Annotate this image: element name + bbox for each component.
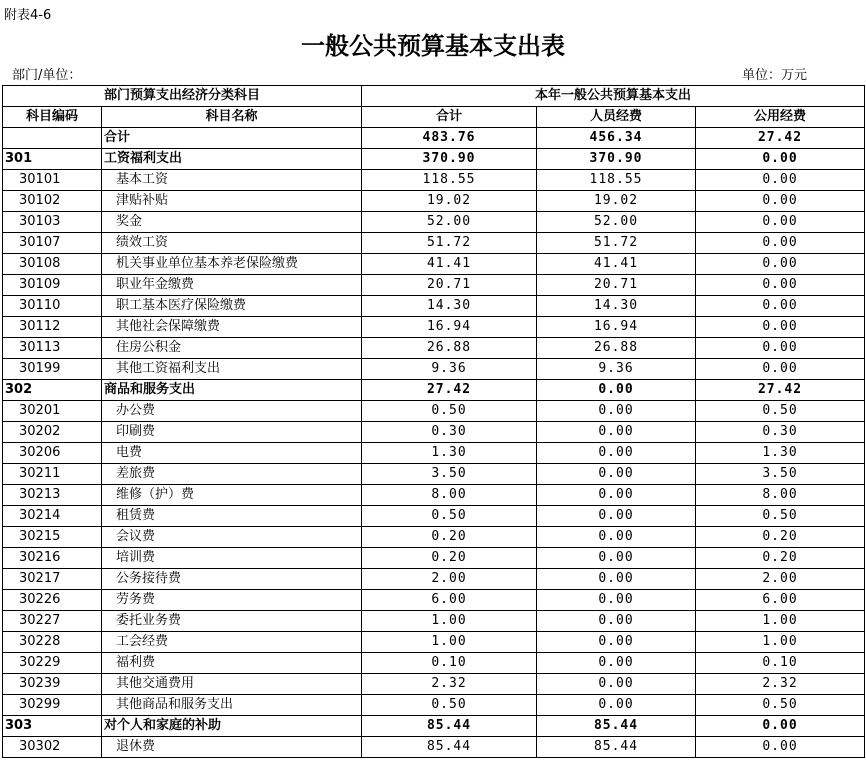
row-code-cell: 303 (3, 716, 102, 737)
row-public-cell: 3.50 (696, 464, 865, 485)
table-row (3, 464, 865, 485)
row-public-cell: 0.50 (696, 401, 865, 422)
total-personnel-cell: 456.34 (537, 128, 696, 149)
row-name-cell: 福利费 (102, 653, 362, 674)
row-total-cell: 2.00 (362, 569, 537, 590)
row-personnel-cell: 20.71 (537, 275, 696, 296)
table-row (3, 506, 865, 527)
row-public-cell: 2.32 (696, 674, 865, 695)
table-row (3, 254, 865, 275)
expenditure-table (2, 85, 865, 758)
row-total-cell: 0.30 (362, 422, 537, 443)
row-code-cell: 30227 (3, 611, 102, 632)
row-public-cell: 0.00 (696, 338, 865, 359)
table-row (3, 737, 865, 758)
row-code-cell: 30239 (3, 674, 102, 695)
row-total-cell: 52.00 (362, 212, 537, 233)
row-public-cell: 6.00 (696, 590, 865, 611)
row-total-cell: 0.50 (362, 506, 537, 527)
row-public-cell: 0.00 (696, 716, 865, 737)
row-personnel-cell: 0.00 (537, 653, 696, 674)
row-name-cell: 住房公积金 (102, 338, 362, 359)
header-personnel: 人员经费 (537, 107, 696, 128)
row-total-cell: 0.50 (362, 695, 537, 716)
row-total-cell: 9.36 (362, 359, 537, 380)
row-code-cell: 30110 (3, 296, 102, 317)
row-public-cell: 0.00 (696, 296, 865, 317)
row-name-cell: 其他社会保障缴费 (102, 317, 362, 338)
row-code-cell: 30229 (3, 653, 102, 674)
attachment-label: 附表4-6 (4, 8, 52, 23)
row-personnel-cell: 0.00 (537, 569, 696, 590)
row-public-cell: 0.20 (696, 548, 865, 569)
row-total-cell: 51.72 (362, 233, 537, 254)
total-code-cell (3, 128, 102, 149)
row-personnel-cell: 0.00 (537, 380, 696, 401)
row-public-cell: 1.00 (696, 632, 865, 653)
row-name-cell: 机关事业单位基本养老保险缴费 (102, 254, 362, 275)
dept-label: 部门/单位： (12, 68, 82, 83)
table-row (3, 233, 865, 254)
row-personnel-cell: 0.00 (537, 590, 696, 611)
row-code-cell: 30113 (3, 338, 102, 359)
table-row (3, 422, 865, 443)
table-row (3, 716, 865, 737)
row-personnel-cell: 0.00 (537, 506, 696, 527)
row-personnel-cell: 14.30 (537, 296, 696, 317)
table-row (3, 590, 865, 611)
row-public-cell: 0.00 (696, 275, 865, 296)
header-name: 科目名称 (102, 107, 362, 128)
row-name-cell: 电费 (102, 443, 362, 464)
row-code-cell: 30201 (3, 401, 102, 422)
row-total-cell: 0.50 (362, 401, 537, 422)
table-row (3, 695, 865, 716)
row-code-cell: 30102 (3, 191, 102, 212)
row-public-cell: 8.00 (696, 485, 865, 506)
row-public-cell: 0.00 (696, 170, 865, 191)
row-code-cell: 30108 (3, 254, 102, 275)
table-row (3, 170, 865, 191)
table-row (3, 359, 865, 380)
row-name-cell: 绩效工资 (102, 233, 362, 254)
total-public-cell: 27.42 (696, 128, 865, 149)
row-public-cell: 0.00 (696, 254, 865, 275)
unit-label: 单位：万元 (742, 68, 808, 83)
table-row (3, 611, 865, 632)
row-code-cell: 30112 (3, 317, 102, 338)
table-row (3, 548, 865, 569)
row-personnel-cell: 26.88 (537, 338, 696, 359)
row-total-cell: 2.32 (362, 674, 537, 695)
row-name-cell: 工会经费 (102, 632, 362, 653)
row-name-cell: 对个人和家庭的补助 (102, 716, 362, 737)
row-personnel-cell: 16.94 (537, 317, 696, 338)
row-total-cell: 41.41 (362, 254, 537, 275)
row-personnel-cell: 19.02 (537, 191, 696, 212)
row-name-cell: 基本工资 (102, 170, 362, 191)
row-name-cell: 工资福利支出 (102, 149, 362, 170)
row-code-cell: 30206 (3, 443, 102, 464)
row-name-cell: 委托业务费 (102, 611, 362, 632)
row-code-cell: 302 (3, 380, 102, 401)
row-code-cell: 30228 (3, 632, 102, 653)
table-row (3, 527, 865, 548)
row-name-cell: 差旅费 (102, 464, 362, 485)
row-personnel-cell: 52.00 (537, 212, 696, 233)
table-row (3, 653, 865, 674)
row-personnel-cell: 370.90 (537, 149, 696, 170)
row-personnel-cell: 51.72 (537, 233, 696, 254)
row-personnel-cell: 0.00 (537, 422, 696, 443)
row-code-cell: 30199 (3, 359, 102, 380)
table-row (3, 296, 865, 317)
row-total-cell: 118.55 (362, 170, 537, 191)
row-name-cell: 职工基本医疗保险缴费 (102, 296, 362, 317)
row-total-cell: 16.94 (362, 317, 537, 338)
row-personnel-cell: 0.00 (537, 548, 696, 569)
table-row (3, 443, 865, 464)
row-name-cell: 会议费 (102, 527, 362, 548)
row-total-cell: 27.42 (362, 380, 537, 401)
row-total-cell: 14.30 (362, 296, 537, 317)
row-name-cell: 印刷费 (102, 422, 362, 443)
header-code: 科目编码 (3, 107, 102, 128)
row-total-cell: 370.90 (362, 149, 537, 170)
row-code-cell: 30202 (3, 422, 102, 443)
row-total-cell: 19.02 (362, 191, 537, 212)
row-code-cell: 30214 (3, 506, 102, 527)
row-public-cell: 0.50 (696, 506, 865, 527)
table-row (3, 317, 865, 338)
header-group-right: 本年一般公共预算基本支出 (362, 86, 865, 107)
row-personnel-cell: 85.44 (537, 737, 696, 758)
row-code-cell: 30215 (3, 527, 102, 548)
row-total-cell: 6.00 (362, 590, 537, 611)
header-public: 公用经费 (696, 107, 865, 128)
table-row (3, 380, 865, 401)
row-personnel-cell: 85.44 (537, 716, 696, 737)
row-public-cell: 0.00 (696, 317, 865, 338)
row-public-cell: 0.00 (696, 737, 865, 758)
row-public-cell: 0.50 (696, 695, 865, 716)
row-total-cell: 85.44 (362, 716, 537, 737)
row-code-cell: 30109 (3, 275, 102, 296)
row-name-cell: 培训费 (102, 548, 362, 569)
row-personnel-cell: 0.00 (537, 695, 696, 716)
row-personnel-cell: 0.00 (537, 401, 696, 422)
row-public-cell: 0.00 (696, 233, 865, 254)
table-row (3, 275, 865, 296)
row-total-cell: 1.00 (362, 632, 537, 653)
header-total: 合计 (362, 107, 537, 128)
row-public-cell: 0.00 (696, 359, 865, 380)
row-code-cell: 30103 (3, 212, 102, 233)
row-personnel-cell: 118.55 (537, 170, 696, 191)
row-name-cell: 维修（护）费 (102, 485, 362, 506)
row-code-cell: 30217 (3, 569, 102, 590)
row-total-cell: 1.00 (362, 611, 537, 632)
row-name-cell: 津贴补贴 (102, 191, 362, 212)
row-personnel-cell: 41.41 (537, 254, 696, 275)
table-row (3, 632, 865, 653)
row-public-cell: 0.20 (696, 527, 865, 548)
header-row-columns (3, 107, 865, 128)
row-personnel-cell: 0.00 (537, 485, 696, 506)
row-personnel-cell: 0.00 (537, 632, 696, 653)
row-name-cell: 奖金 (102, 212, 362, 233)
row-personnel-cell: 9.36 (537, 359, 696, 380)
table-row (3, 338, 865, 359)
row-name-cell: 公务接待费 (102, 569, 362, 590)
row-code-cell: 30107 (3, 233, 102, 254)
header-row-group (3, 86, 865, 107)
row-personnel-cell: 0.00 (537, 611, 696, 632)
row-public-cell: 1.30 (696, 443, 865, 464)
row-total-cell: 0.10 (362, 653, 537, 674)
row-code-cell: 30226 (3, 590, 102, 611)
row-total-cell: 0.20 (362, 527, 537, 548)
row-name-cell: 其他交通费用 (102, 674, 362, 695)
row-public-cell: 0.00 (696, 149, 865, 170)
row-personnel-cell: 0.00 (537, 464, 696, 485)
row-total-cell: 0.20 (362, 548, 537, 569)
row-code-cell: 30216 (3, 548, 102, 569)
row-public-cell: 0.00 (696, 212, 865, 233)
row-public-cell: 0.10 (696, 653, 865, 674)
total-name-cell: 合计 (102, 128, 362, 149)
row-name-cell: 办公费 (102, 401, 362, 422)
total-total-cell: 483.76 (362, 128, 537, 149)
row-total-cell: 85.44 (362, 737, 537, 758)
row-total-cell: 8.00 (362, 485, 537, 506)
row-name-cell: 商品和服务支出 (102, 380, 362, 401)
table-row (3, 401, 865, 422)
row-total-cell: 26.88 (362, 338, 537, 359)
row-personnel-cell: 0.00 (537, 674, 696, 695)
row-name-cell: 其他工资福利支出 (102, 359, 362, 380)
table-row (3, 569, 865, 590)
row-public-cell: 1.00 (696, 611, 865, 632)
table-row (3, 674, 865, 695)
row-public-cell: 2.00 (696, 569, 865, 590)
total-row (3, 128, 865, 149)
row-name-cell: 其他商品和服务支出 (102, 695, 362, 716)
table-row (3, 191, 865, 212)
row-personnel-cell: 0.00 (537, 443, 696, 464)
header-group-left: 部门预算支出经济分类科目 (3, 86, 362, 107)
row-code-cell: 30211 (3, 464, 102, 485)
row-total-cell: 20.71 (362, 275, 537, 296)
row-name-cell: 租赁费 (102, 506, 362, 527)
page-title: 一般公共预算基本支出表 (301, 31, 565, 60)
row-code-cell: 30101 (3, 170, 102, 191)
row-total-cell: 1.30 (362, 443, 537, 464)
row-code-cell: 301 (3, 149, 102, 170)
row-public-cell: 0.00 (696, 191, 865, 212)
table-row (3, 149, 865, 170)
row-name-cell: 退休费 (102, 737, 362, 758)
row-name-cell: 劳务费 (102, 590, 362, 611)
row-personnel-cell: 0.00 (537, 527, 696, 548)
row-public-cell: 0.30 (696, 422, 865, 443)
row-code-cell: 30299 (3, 695, 102, 716)
row-public-cell: 27.42 (696, 380, 865, 401)
table-row (3, 212, 865, 233)
row-name-cell: 职业年金缴费 (102, 275, 362, 296)
row-total-cell: 3.50 (362, 464, 537, 485)
row-code-cell: 30213 (3, 485, 102, 506)
row-code-cell: 30302 (3, 737, 102, 758)
table-row (3, 485, 865, 506)
